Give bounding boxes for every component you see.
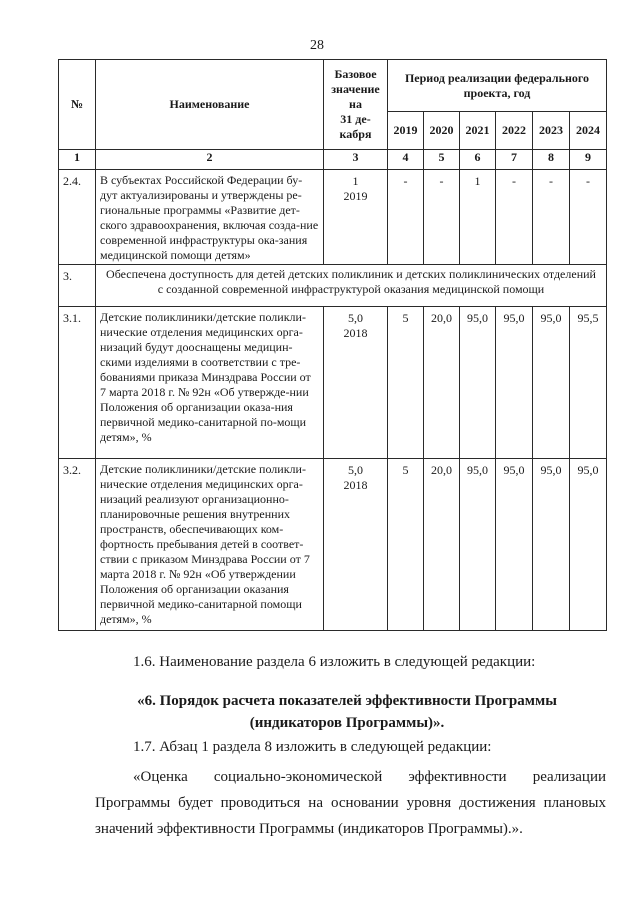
header-year: 2022 [496,112,533,150]
row-value: 5 [388,307,424,459]
header-name: Наименование [96,60,324,150]
row-value: 20,0 [424,459,460,631]
column-index: 4 [388,150,424,170]
row-number: 2.4. [59,170,96,265]
column-index: 6 [460,150,496,170]
column-index: 5 [424,150,460,170]
section-6-heading: «6. Порядок расчета показателей эффективности Программы (индикаторов Программы)». [137,693,557,731]
row-value: 95,0 [533,459,570,631]
row-value: 95,0 [533,307,570,459]
column-index: 3 [324,150,388,170]
column-index: 7 [496,150,533,170]
row-value: - [424,170,460,265]
paragraph-1-7: 1.7. Абзац 1 раздела 8 изложить в следующей редакции: [133,739,492,755]
row-number: 3.2. [59,459,96,631]
header-year: 2020 [424,112,460,150]
column-index: 2 [96,150,324,170]
column-index: 1 [59,150,96,170]
row-value: 95,0 [460,307,496,459]
table-row [59,459,607,631]
indicators-table [58,59,607,631]
row-name: В субъектах Российской Федерации бу-дут актуализированы и утверждены ре-гиональные программы «Развитие дет-ского здравоохранения, включая созда-ние современной инфраструктуры ока-зания медицинской помощи детям» [96,170,324,265]
row-base-value: 5,0 2018 [324,459,388,631]
row-value: - [388,170,424,265]
row-value: 95,0 [460,459,496,631]
row-value: - [570,170,607,265]
row-value: - [496,170,533,265]
header-period: Период реализации федерального проекта, год [388,60,607,112]
row-name: Детские поликлиники/детские поликли-нические отделения медицинских орга-низаций будут дооснащены медицин-скими изделиями в соответствии с тре-бованиями приказа Минздрава России от 7 марта 2018 г. № 92н «Об утвержде-нии Положения об организации оказа-ния первичной медико-санитарной по-мощи детям», % [96,307,324,459]
section-text: Обеспечена доступность для детей детских поликлиник и детских поликлинических отделений с созданной современной инфраструктурой оказания медицинской помощи [96,265,607,307]
row-value: 5 [388,459,424,631]
row-value: - [533,170,570,265]
header-year: 2019 [388,112,424,150]
row-number: 3.1. [59,307,96,459]
column-index-row [59,150,607,170]
row-name: Детские поликлиники/детские поликли-нические отделения медицинских орга-низаций реализуют организационно-планировочные решения внутренних пространств, обеспечивающих ком-фортность пребывания детей в соответ-ствии с приказом Минздрава России от 7 марта 2018 г. № 92н «Об утверждении Положения об организации оказания первичной медико-санитарной помощи детям», % [96,459,324,631]
row-base-value: 1 2019 [324,170,388,265]
header-base-value: Базовое значение на 31 де- кабря [324,60,388,150]
row-value: 95,0 [570,459,607,631]
table-row [59,307,607,459]
paragraph-quote: «Оценка социально-экономической эффективности реализации Программы будет проводиться на основании уровня достижения плановых значений эффективности Программы (индикаторов Программы).». [95,769,606,837]
header-number: № [59,60,96,150]
row-base-value: 5,0 2018 [324,307,388,459]
paragraph-1-6: 1.6. Наименование раздела 6 изложить в следующей редакции: [133,654,536,670]
page-number: 28 [310,38,324,53]
row-value: 95,0 [496,307,533,459]
section-row [59,265,607,307]
header-year: 2024 [570,112,607,150]
column-index: 8 [533,150,570,170]
header-year: 2023 [533,112,570,150]
row-value: 20,0 [424,307,460,459]
header-year: 2021 [460,112,496,150]
table-row [59,170,607,265]
row-value: 1 [460,170,496,265]
column-index: 9 [570,150,607,170]
row-value: 95,5 [570,307,607,459]
row-value: 95,0 [496,459,533,631]
section-number: 3. [59,265,96,307]
